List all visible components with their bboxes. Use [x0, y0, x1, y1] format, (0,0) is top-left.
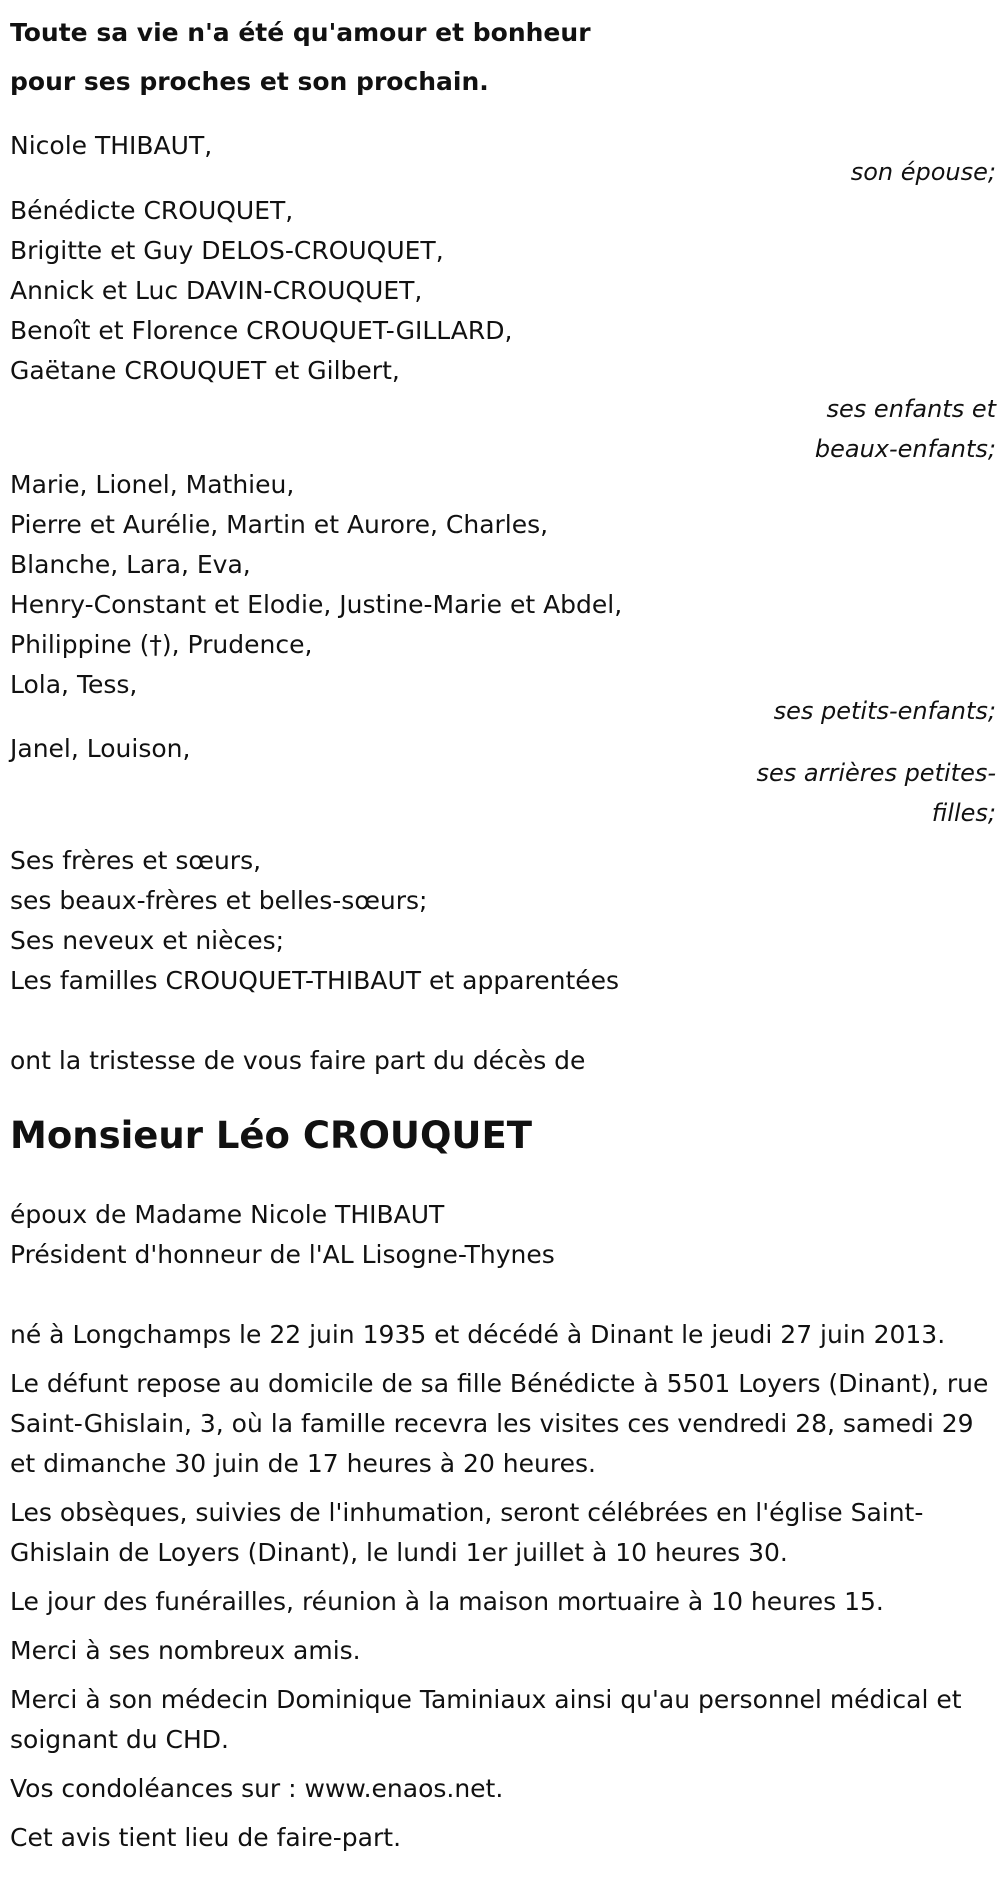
announcement: ont la tristesse de vous faire part du décès de: [10, 1046, 586, 1075]
title-line: époux de Madame Nicole THIBAUT: [10, 1200, 445, 1229]
family-line: Les familles CROUQUET-THIBAUT et apparentées: [10, 966, 620, 995]
children-section: [10, 191, 996, 469]
extended-family-section: [10, 841, 996, 1001]
detail-paragraph: Les obsèques, suivies de l'inhumation, seront célébrées en l'église Saint-Ghislain de Loyers (Dinant), le lundi 1er juillet à 10 heures 30.: [10, 1498, 924, 1567]
children-role: ses enfants et: [826, 395, 996, 423]
spouse-section: [10, 126, 996, 192]
obituary-column: [10, 0, 996, 1858]
title-line: Président d'honneur de l'AL Lisogne-Thynes: [10, 1240, 555, 1269]
spouse-name: Nicole THIBAUT,: [10, 131, 213, 160]
detail-paragraph: Merci à ses nombreux amis.: [10, 1636, 361, 1665]
child-name: Brigitte et Guy DELOS-CROUQUET,: [10, 236, 444, 265]
epigraph: [10, 0, 996, 106]
child-name: Gaëtane CROUQUET et Gilbert,: [10, 356, 400, 385]
children-role: beaux-enfants;: [814, 435, 996, 463]
epigraph-line: Toute sa vie n'a été qu'amour et bonheur: [10, 18, 591, 47]
great-grandchild-name: Janel, Louison,: [10, 734, 191, 763]
child-name: Annick et Luc DAVIN-CROUQUET,: [10, 276, 423, 305]
detail-paragraph: Merci à son médecin Dominique Taminiaux ainsi qu'au personnel médical et soignant du CHD.: [10, 1685, 962, 1754]
great-grandchildren-role: ses arrières petites-: [756, 759, 996, 787]
great-grandchildren-role: filles;: [931, 799, 996, 827]
family-line: Ses neveux et nièces;: [10, 926, 285, 955]
grandchild-name: Pierre et Aurélie, Martin et Aurore, Charles,: [10, 510, 549, 539]
grandchildren-role: ses petits-enfants;: [773, 697, 996, 725]
epigraph-line: pour ses proches et son prochain.: [10, 67, 489, 96]
deceased-name: Monsieur Léo CROUQUET: [10, 1114, 532, 1157]
great-grandchildren-section: [10, 729, 996, 833]
grandchild-name: Marie, Lionel, Mathieu,: [10, 470, 295, 499]
funeral-details: [10, 1315, 996, 1858]
detail-paragraph: Le jour des funérailles, réunion à la maison mortuaire à 10 heures 15.: [10, 1587, 884, 1616]
deceased-titles: [10, 1195, 996, 1275]
grandchild-name: Philippine (†), Prudence,: [10, 630, 313, 659]
grandchildren-section: [10, 465, 996, 731]
child-name: Bénédicte CROUQUET,: [10, 196, 294, 225]
family-line: ses beaux-frères et belles-sœurs;: [10, 886, 428, 915]
grandchild-name: Henry-Constant et Elodie, Justine-Marie et Abdel,: [10, 590, 623, 619]
spouse-role: son épouse;: [850, 158, 996, 186]
grandchild-name: Lola, Tess,: [10, 670, 138, 699]
child-name: Benoît et Florence CROUQUET-GILLARD,: [10, 316, 513, 345]
family-line: Ses frères et sœurs,: [10, 846, 262, 875]
grandchild-name: Blanche, Lara, Eva,: [10, 550, 251, 579]
condolences-paragraph: Vos condoléances sur : www.enaos.net.: [10, 1774, 504, 1803]
detail-paragraph: Cet avis tient lieu de faire-part.: [10, 1823, 402, 1852]
detail-paragraph: Le défunt repose au domicile de sa fille Bénédicte à 5501 Loyers (Dinant), rue Saint-Ghislain, 3, où la famille recevra les visites ces vendredi 28, samedi 29 et dimanche 30 juin de 17 heures à 20 heures.: [10, 1369, 989, 1478]
detail-paragraph: né à Longchamps le 22 juin 1935 et décédé à Dinant le jeudi 27 juin 2013.: [10, 1320, 946, 1349]
